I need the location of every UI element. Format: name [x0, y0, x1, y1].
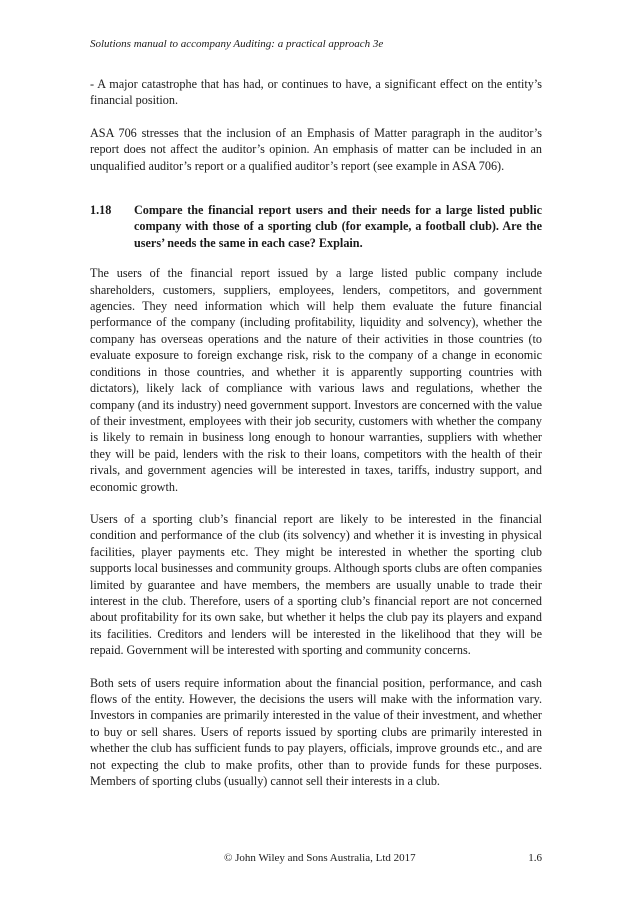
- paragraph-public-company-users: The users of the financial report issued by a large listed public company include shareholders, customers, suppliers, employees, lenders, competitors, and government agencies. They need information which will help them evaluate the future financial performance of the company (including profitability, liquidity and solvency), whether the company has overseas operations and the nature of their activities in those countries (to evaluate exposure to foreign exchange risk, risk to the company of a change in economic conditions in those countries, and whether it is apparently supporting countries with dictators), likely lack of compliance with various laws and regulations, whether the company (and its industry) need government support. Investors are concerned with the value of their investment, employees with their job security, customers with whether the company is likely to remain in business long enough to honour warranties, suppliers with whether they will be paid, lenders with the risk to their loans, competitors with the health of their rivals, and government agencies will be interested in taxes, tariffs, industry support, and economic growth.: [90, 266, 542, 494]
- page-body: [90, 76, 542, 805]
- paragraph-sporting-club-users: Users of a sporting club’s financial report are likely to be interested in the financial condition and performance of the club (its solvency) and whether it is investing in physical facilities, player payments etc. They might be interested in whether the sporting club supports local businesses and community groups. Although sports clubs are often companies limited by guarantee and have members, the members are usually unable to trade their interest in the club. Therefore, users of a sporting club’s financial report are not concerned about profitability for its own sake, but whether it helps the club pay its players and expand its facilities. Creditors and lenders will be interested in the likelihood that they will be repaid. Government will be interested with sporting and community concerns.: [90, 511, 542, 658]
- running-header: Solutions manual to accompany Auditing: a practical approach 3e: [90, 38, 384, 50]
- question-block: [90, 202, 542, 251]
- paragraph-catastrophe: - A major catastrophe that has had, or continues to have, a significant effect on the entity’s financial position.: [90, 77, 542, 108]
- paragraph-asa706: ASA 706 stresses that the inclusion of an Emphasis of Matter paragraph in the auditor’s report does not affect the auditor’s opinion. An emphasis of matter can be included in an unqualified auditor’s report or a qualified auditor’s report (see example in ASA 706).: [90, 125, 542, 173]
- footer-copyright: © John Wiley and Sons Australia, Ltd 2017: [224, 852, 416, 864]
- paragraph-both-users: Both sets of users require information about the financial position, performance, and cash flows of the entity. However, the decisions the users will make with the information vary. Investors in companies are primarily interested in the value of their investment, and whether to buy or sell shares. Users of reports issued by sporting clubs are primarily interested in whether the club has sufficient funds to pay players, officials, improve grounds etc., and are not expecting the club to make profits, other than to provide funds for these purposes. Members of sporting clubs (usually) cannot sell their interests in a club.: [90, 675, 542, 789]
- page-number: 1.6: [528, 852, 542, 864]
- question-number: 1.18: [90, 203, 112, 218]
- question-text: Compare the financial report users and their needs for a large listed public company with those of a sporting club (for example, a football club). Are the users’ needs the same in each case? Explain.: [134, 203, 542, 250]
